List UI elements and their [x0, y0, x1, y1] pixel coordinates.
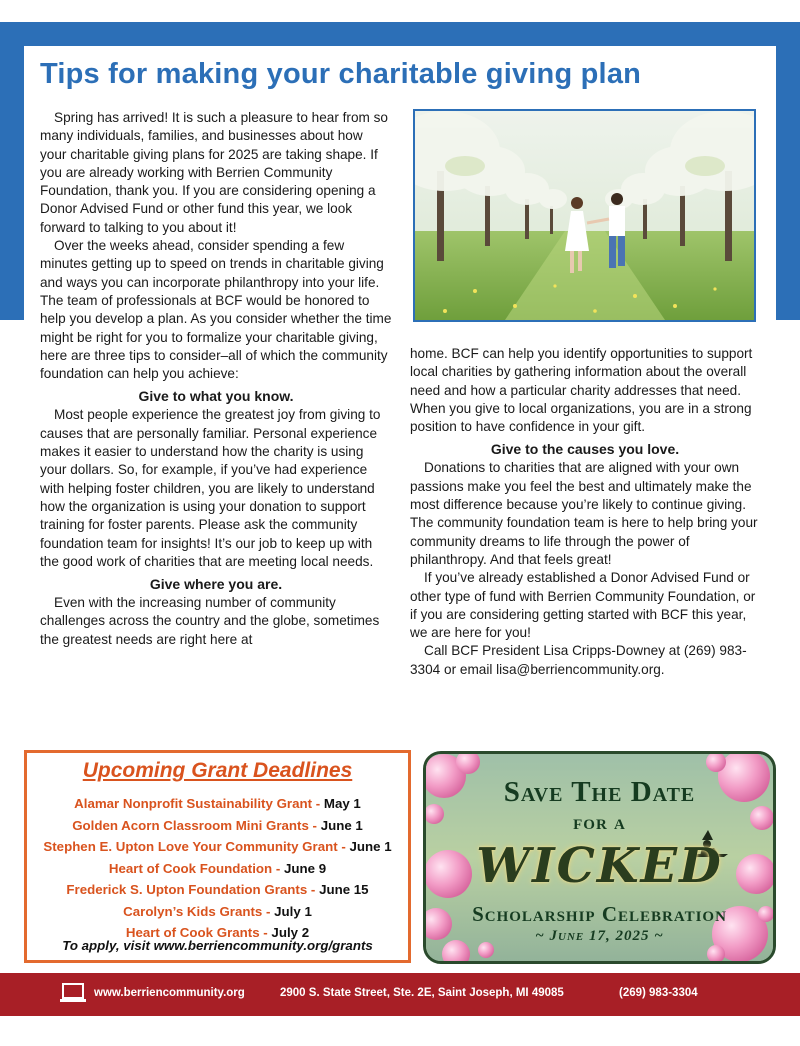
- grant-date: June 9: [283, 860, 327, 876]
- flyer-save-the-date: Save The Date: [503, 776, 696, 808]
- grant-date: July 2: [271, 925, 310, 940]
- article-paragraph: Donations to charities that are aligned with your own passions make you feel the best and ultimately make the most difference because you’re likely to continue giving. The community foundation team is here to help bring your community dreams to life through the power of philanthropy. And that feels great!: [410, 460, 758, 567]
- grant-date: June 1: [320, 817, 363, 833]
- article-paragraph: Spring has arrived! It is such a pleasure to hear from so many individuals, families, and businesses about how your charitable giving plans for 2025 are taking shape. If you are already working with Berrien Community Foundation, thank you. If you are considering opening a Donor Advised Fund or other fund this year, we look forward to talking to you about it!: [40, 110, 388, 235]
- grant-name: Frederick S. Upton Foundation Grants: [66, 882, 308, 897]
- grant-date: July 1: [274, 903, 312, 919]
- grant-date: May 1: [323, 796, 361, 811]
- subheading-give-what-you-know: Give to what you know.: [138, 388, 294, 405]
- subheading-give-where-you-are: Give where you are.: [149, 576, 283, 593]
- flyer-scholarship-celebration: Scholarship Celebration: [472, 902, 727, 926]
- article-paragraph: Even with the increasing number of community challenges across the country and the globe, sometimes the greatest needs are right here at: [40, 595, 380, 647]
- grant-item: Heart of Cook Grants - July 2: [125, 925, 310, 940]
- couple-orchard-photo: [413, 109, 756, 322]
- article-column-right: [410, 345, 760, 679]
- article-paragraph: Over the weeks ahead, consider spending a few minutes getting up to speed on trends in charitable giving and ways you can incorporate philanthropy into your life. The team of professionals at BCF would be honored to help you develop a plan. As you consider whether the time might be right for you to formalize your charitable giving, here are three tips to consider–all of which the community foundation can help you achieve:: [40, 238, 392, 382]
- grant-deadlines-title: Upcoming Grant Deadlines: [82, 759, 353, 782]
- grant-date: June 1: [349, 839, 392, 854]
- article-paragraph: If you’ve already established a Donor Advised Fund or other type of fund with Berrien Community Foundation, or if you are considering getting started with BCF this year, we are here for you!: [410, 570, 756, 641]
- grant-item: Heart of Cook Foundation - June 9: [108, 860, 327, 876]
- footer-bar: [0, 973, 800, 1016]
- grant-date: June 15: [319, 882, 369, 897]
- flyer-event-date: ~ June 17, 2025 ~: [535, 928, 664, 944]
- grant-deadlines-box: [24, 750, 411, 963]
- grant-name: Heart of Cook Grants: [125, 925, 260, 940]
- article-paragraph: home. BCF can help you identify opportunities to support local charities by gathering information about the overall need and how a particular charity addresses that need. When you give to local organizations, you are in a strong position to have confidence in your gift.: [410, 346, 753, 435]
- grant-name: Golden Acorn Classroom Mini Grants: [72, 817, 309, 833]
- footer-website[interactable]: www.berriencommunity.org: [94, 987, 245, 999]
- flyer-wicked-title: WICKED: [476, 838, 723, 894]
- article-title: Tips for making your charitable giving plan: [40, 58, 642, 90]
- grant-deadlines-list: [27, 793, 408, 944]
- article-paragraph: Call BCF President Lisa Cripps-Downey at (269) 983-3304 or email lisa@berriencommunity.org.: [410, 643, 747, 677]
- grant-item: Stephen E. Upton Love Your Community Grant - June 1: [43, 839, 392, 854]
- grant-name: Stephen E. Upton Love Your Community Grant: [43, 839, 338, 854]
- footer-address: 2900 S. State Street, Ste. 2E, Saint Joseph, MI 49085: [280, 987, 564, 999]
- grant-name: Carolyn’s Kids Grants: [123, 903, 263, 919]
- grant-item: Frederick S. Upton Foundation Grants - June 15: [66, 882, 369, 897]
- grant-apply-link[interactable]: To apply, visit www.berriencommunity.org/grants: [62, 938, 373, 953]
- flyer-for-a: for a: [573, 810, 626, 834]
- save-the-date-flyer: [423, 751, 776, 964]
- laptop-icon: [60, 982, 86, 1009]
- grant-item: Carolyn’s Kids Grants - July 1: [123, 903, 312, 919]
- footer-phone[interactable]: (269) 983-3304: [619, 987, 698, 999]
- article-paragraph: Most people experience the greatest joy from giving to causes that are personally familiar. Personal experience makes it easier to understand how the charity is using your dollars. So, for example, if you’ve had experience with helping foster children, you are likely to understand how the organization is using your donation to support training for foster parents. Please ask the community foundation team for insights! It’s our job to keep up with the good work of charities that are meeting local needs.: [40, 407, 381, 569]
- subheading-give-causes-you-love: Give to the causes you love.: [490, 441, 680, 458]
- grant-item: Golden Acorn Classroom Mini Grants - June 1: [72, 817, 363, 833]
- article-column-left: [40, 109, 392, 649]
- grant-name: Alamar Nonprofit Sustainability Grant: [74, 796, 313, 811]
- grant-name: Heart of Cook Foundation: [108, 860, 273, 876]
- grant-item: Alamar Nonprofit Sustainability Grant - May 1: [74, 796, 361, 811]
